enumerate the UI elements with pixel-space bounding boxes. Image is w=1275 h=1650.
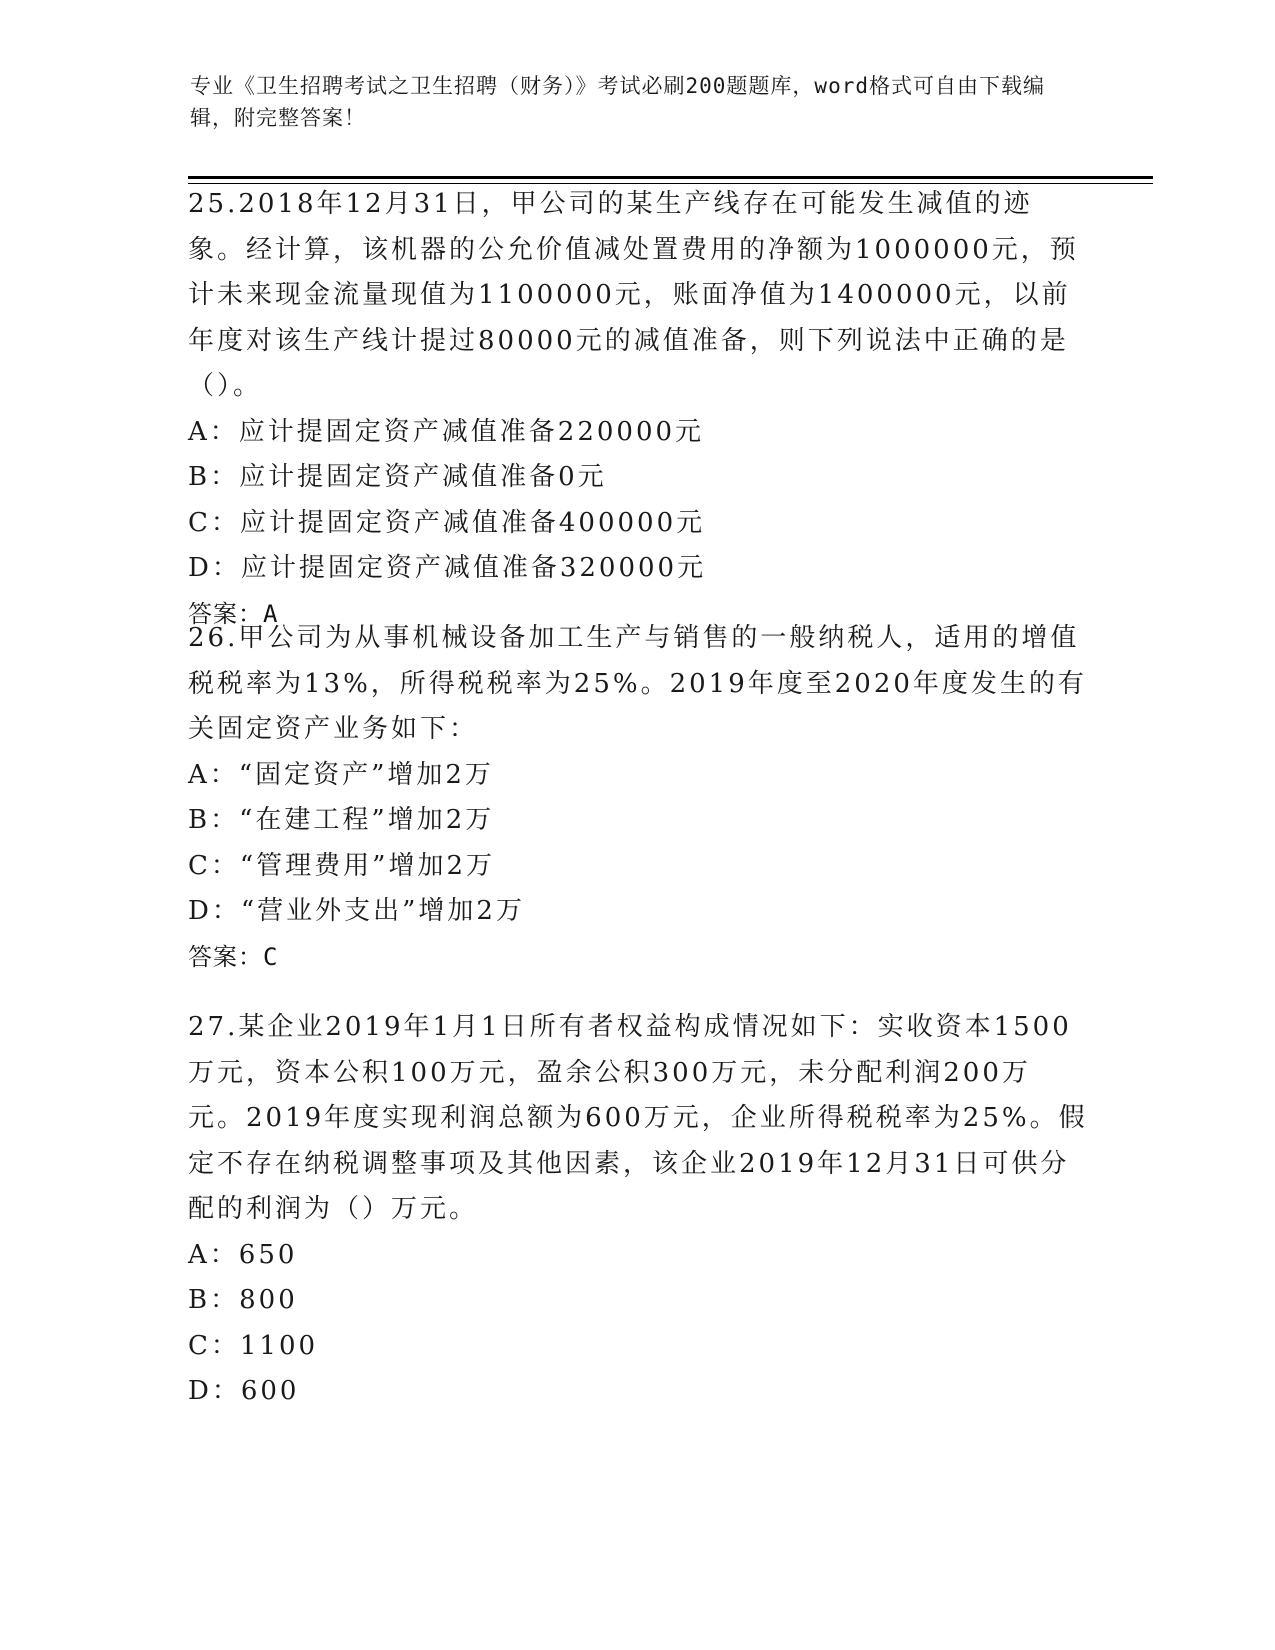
- question-25: [188, 182, 1088, 637]
- option-c: C：应计提固定资产减值准备400000元: [188, 507, 706, 538]
- question-26: [188, 616, 1088, 980]
- option-a: A：应计提固定资产减值准备220000元: [188, 416, 705, 447]
- document-header: 专业《卫生招聘考试之卫生招聘（财务）》考试必刷200题题库，word格式可自由下载编辑，附完整答案！: [190, 74, 1045, 130]
- answer-line: 答案：A: [188, 599, 279, 628]
- option-d: D：600: [188, 1376, 300, 1406]
- option-a: A：650: [188, 1239, 298, 1270]
- answer-line: 答案：C: [188, 942, 279, 971]
- question-stem: 27.某企业2019年1月1日所有者权益构成情况如下：实收资本1500万元，资本公积100万元，盈余公积300万元，未分配利润200万元。2019年度实现利润总额为600万元，企业所得税税率为25%。假定不存在纳税调整事项及其他因素，该企业2019年12月31日可供分配的利润为（）万元。: [188, 1012, 1088, 1224]
- option-c: C：1100: [188, 1330, 319, 1361]
- question-stem: 25.2018年12月31日，甲公司的某生产线存在可能发生减值的迹象。经计算，该机器的公允价值减处置费用的净额为1000000元，预计未来现金流量现值为1100000元，账面净值为1400000元，以前年度对该生产线计提过80000元的减值准备，则下列说法中正确的是（）。: [188, 189, 1079, 401]
- option-d: D：应计提固定资产减值准备320000元: [188, 553, 707, 583]
- question-27: [188, 1005, 1088, 1415]
- option-b: B：800: [188, 1285, 298, 1315]
- header-rule-thick: [188, 176, 1153, 179]
- option-a: A：“固定资产”增加2万: [188, 759, 494, 790]
- option-b: B：应计提固定资产减值准备0元: [188, 462, 607, 492]
- question-stem: 26.甲公司为从事机械设备加工生产与销售的一般纳税人，适用的增值税税率为13%，所得税税率为25%。2019年度至2020年度发生的有关固定资产业务如下：: [188, 623, 1087, 744]
- option-d: D：“营业外支出”增加2万: [188, 896, 525, 926]
- option-c: C：“管理费用”增加2万: [188, 850, 496, 881]
- option-b: B：“在建工程”增加2万: [188, 805, 495, 835]
